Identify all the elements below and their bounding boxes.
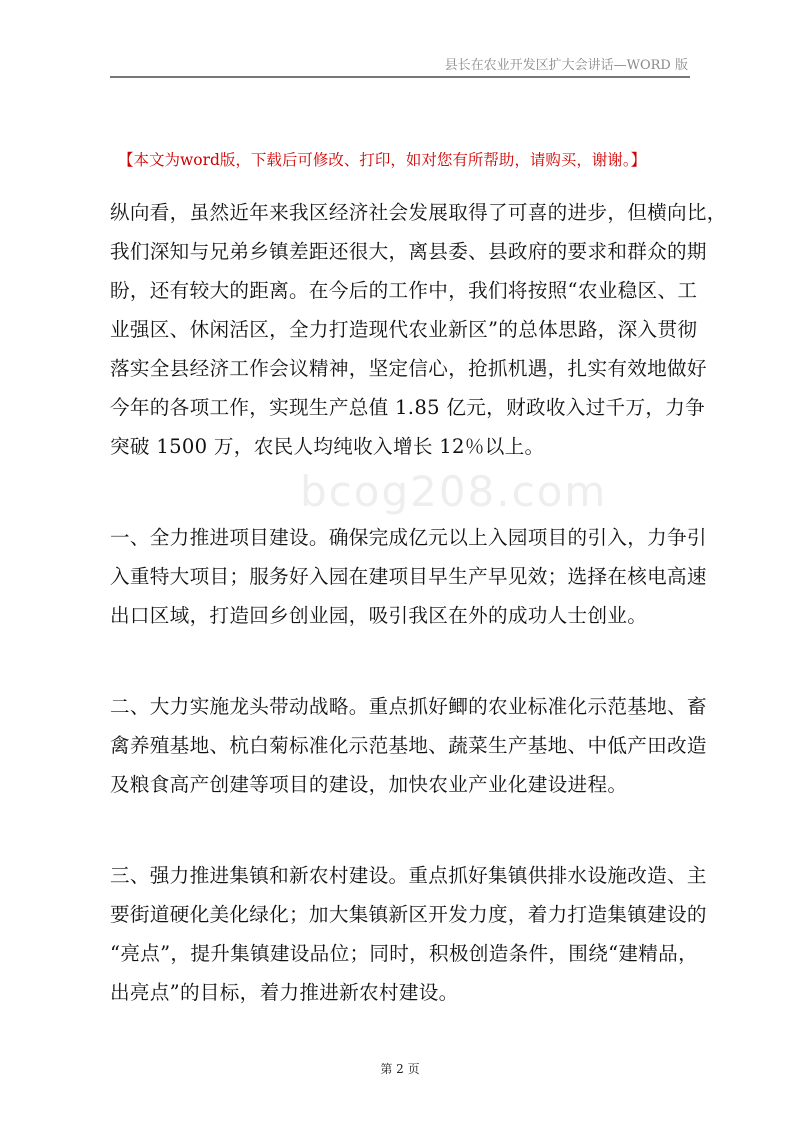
text-line: 纵向看，虽然近年来我区经济社会发展取得了可喜的进步，但横向比， <box>110 201 727 224</box>
text-line: 二、大力实施龙头带动战略。重点抓好鲫的农业标准化示范基地、畜 <box>110 695 707 718</box>
text-line: 突破 1500 万，农民人均纯收入增长 12％以上。 <box>110 435 545 458</box>
watermark: bcog208.com <box>300 467 608 516</box>
text-line: 一、全力推进项目建设。确保完成亿元以上入园项目的引入，力争引 <box>110 526 707 549</box>
text-line: 禽养殖基地、杭白菊标准化示范基地、蔬菜生产基地、中低产田改造 <box>110 734 707 757</box>
text-line: “亮点”，提升集镇建设品位；同时，积极创造条件，围绕“建精品， <box>110 942 698 965</box>
text-line: 出口区域，打造回乡创业园，吸引我区在外的成功人士创业。 <box>110 604 648 627</box>
paragraph-intro <box>110 193 727 466</box>
text-line: 盼，还有较大的距离。在今后的工作中，我们将按照“农业稳区、工 <box>110 279 698 302</box>
text-line: 今年的各项工作，实现生产总值 1.85 亿元，财政收入过千万，力争 <box>110 396 706 419</box>
text-line: 落实全县经济工作会议精神，坚定信心，抢抓机遇，扎实有效地做好 <box>110 357 707 380</box>
notice-banner: 【本文为word版，下载后可修改、打印，如对您有所帮助，请购买，谢谢。】 <box>118 151 647 169</box>
text-line: 入重特大项目；服务好入园在建项目早生产早见效；选择在核电高速 <box>110 565 707 588</box>
text-line: 及粮食高产创建等项目的建设，加快农业产业化建设进程。 <box>110 773 628 796</box>
header-divider <box>110 76 690 78</box>
text-line: 要街道硬化美化绿化；加大集镇新区开发力度，着力打造集镇建设的 <box>110 903 707 926</box>
running-header: 县长在农业开发区扩大会讲话—WORD 版 <box>444 58 688 73</box>
paragraph-leading-strategy <box>110 687 707 804</box>
page-number: 第 2 页 <box>380 1062 420 1076</box>
text-line: 三、强力推进集镇和新农村建设。重点抓好集镇供排水设施改造、主 <box>110 864 707 887</box>
text-line: 我们深知与兄弟乡镇差距还很大，离县委、县政府的要求和群众的期 <box>110 240 707 263</box>
text-line: 业强区、休闲活区，全力打造现代农业新区”的总体思路，深入贯彻 <box>110 318 698 341</box>
text-line: 出亮点”的目标，着力推进新农村建设。 <box>110 981 459 1004</box>
paragraph-town-construction <box>110 856 707 1012</box>
paragraph-projects <box>110 518 707 635</box>
